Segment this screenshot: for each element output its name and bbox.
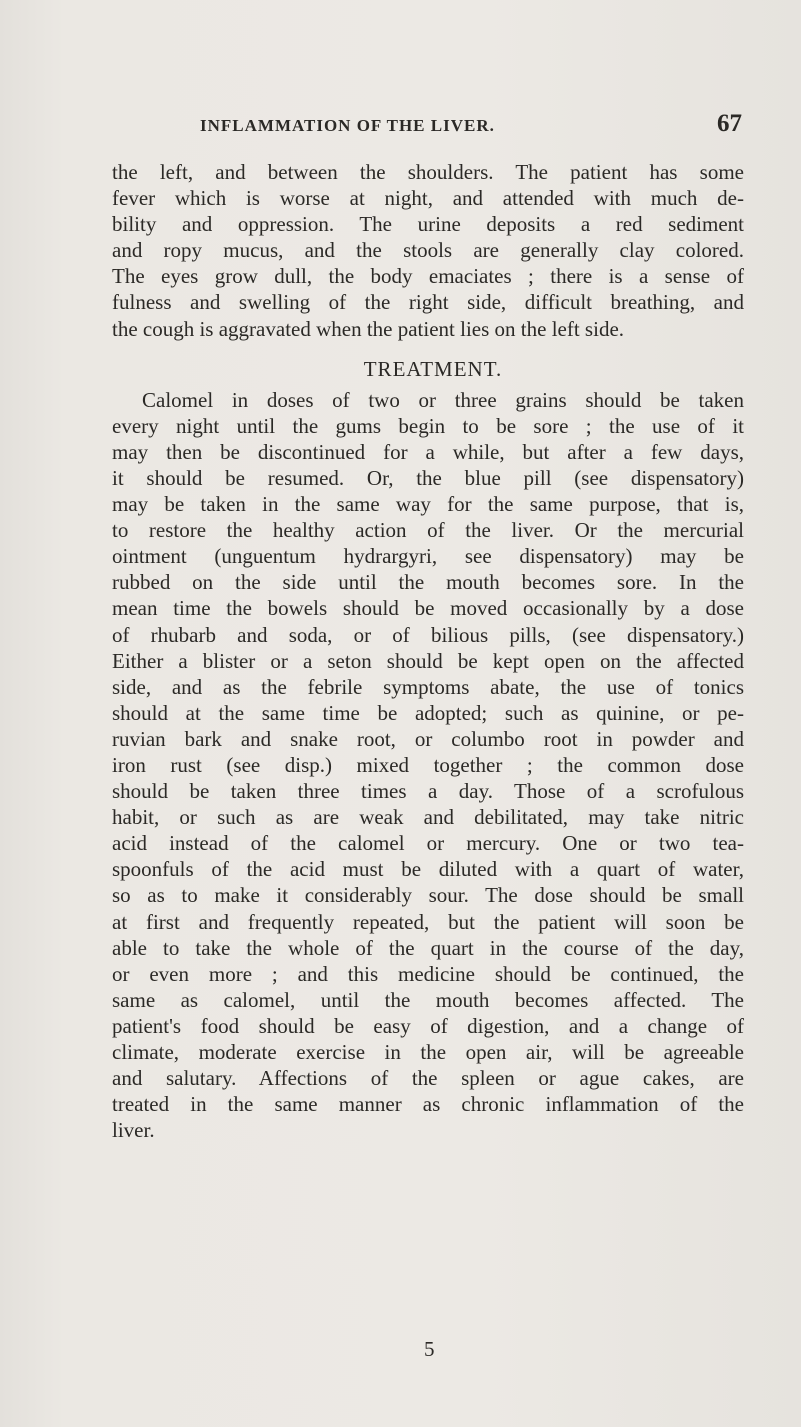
text-line: may then be discontinued for a while, but after a few days, <box>112 439 744 464</box>
text-line: Either a blister or a seton should be kept open on the affected <box>112 648 744 673</box>
running-head: INFLAMMATION OF THE LIVER. <box>200 116 495 135</box>
text-line: fulness and swelling of the right side, difficult breathing, and <box>112 290 744 315</box>
text-line: may be taken in the same way for the same purpose, that is, <box>112 492 744 517</box>
text-line: treated in the same manner as chronic inflammation of the <box>112 1092 744 1117</box>
signature-mark: 5 <box>424 1337 435 1361</box>
text-line: iron rust (see disp.) mixed together ; the common dose <box>112 752 744 777</box>
page-header <box>112 110 742 146</box>
text-line: same as calomel, until the mouth becomes affected. The <box>112 987 744 1012</box>
text-line: should be taken three times a day. Those of a scrofulous <box>112 779 744 804</box>
text-line: should at the same time be adopted; such as quinine, or pe- <box>112 700 744 725</box>
text-line: to restore the healthy action of the liver. Or the mercurial <box>112 518 744 543</box>
text-line: ointment (unguentum hydrargyri, see dispensatory) may be <box>112 544 744 569</box>
text-line: able to take the whole of the quart in the course of the day, <box>112 935 744 960</box>
text-line: rubbed on the side until the mouth becomes sore. In the <box>112 570 744 595</box>
text-line: bility and oppression. The urine deposits a red sediment <box>112 212 744 237</box>
text-line: fever which is worse at night, and attended with much de- <box>112 186 744 211</box>
paragraph-treatment <box>112 387 744 1144</box>
text-line: the left, and between the shoulders. The patient has some <box>112 160 744 184</box>
text-line: patient's food should be easy of digestion, and a change of <box>112 1013 744 1038</box>
text-line: Calomel in doses of two or three grains should be taken <box>142 387 744 412</box>
text-line: the cough is aggravated when the patient lies on the left side. <box>112 316 625 341</box>
text-line: and salutary. Affections of the spleen or ague cakes, are <box>112 1066 744 1091</box>
section-heading: TREATMENT. <box>363 356 503 381</box>
text-line: spoonfuls of the acid must be diluted with a quart of water, <box>112 857 744 882</box>
page-number: 67 <box>717 110 742 137</box>
text-line: it should be resumed. Or, the blue pill (see dispensatory) <box>112 465 744 490</box>
text-line: ruvian bark and snake root, or columbo root in powder and <box>112 726 744 751</box>
text-line: so as to make it considerably sour. The dose should be small <box>112 883 744 908</box>
text-line: The eyes grow dull, the body emaciates ; there is a sense of <box>112 264 744 289</box>
text-line: of rhubarb and soda, or of bilious pills, (see dispensatory.) <box>112 622 744 647</box>
text-line: every night until the gums begin to be sore ; the use of it <box>112 413 744 438</box>
text-line: and ropy mucus, and the stools are generally clay colored. <box>112 238 744 263</box>
text-line: side, and as the febrile symptoms abate, the use of tonics <box>112 674 744 699</box>
text-line: or even more ; and this medicine should be continued, the <box>112 961 744 986</box>
text-line: habit, or such as are weak and debilitated, may take nitric <box>112 805 744 830</box>
paragraph-symptoms <box>112 159 744 342</box>
body-text <box>112 159 744 1143</box>
text-line: liver. <box>112 1118 155 1143</box>
text-line: climate, moderate exercise in the open air, will be agreeable <box>112 1040 744 1064</box>
text-line: acid instead of the calomel or mercury. One or two tea- <box>112 831 744 856</box>
text-line: mean time the bowels should be moved occasionally by a dose <box>112 596 744 621</box>
text-line: at first and frequently repeated, but the patient will soon be <box>112 909 744 934</box>
